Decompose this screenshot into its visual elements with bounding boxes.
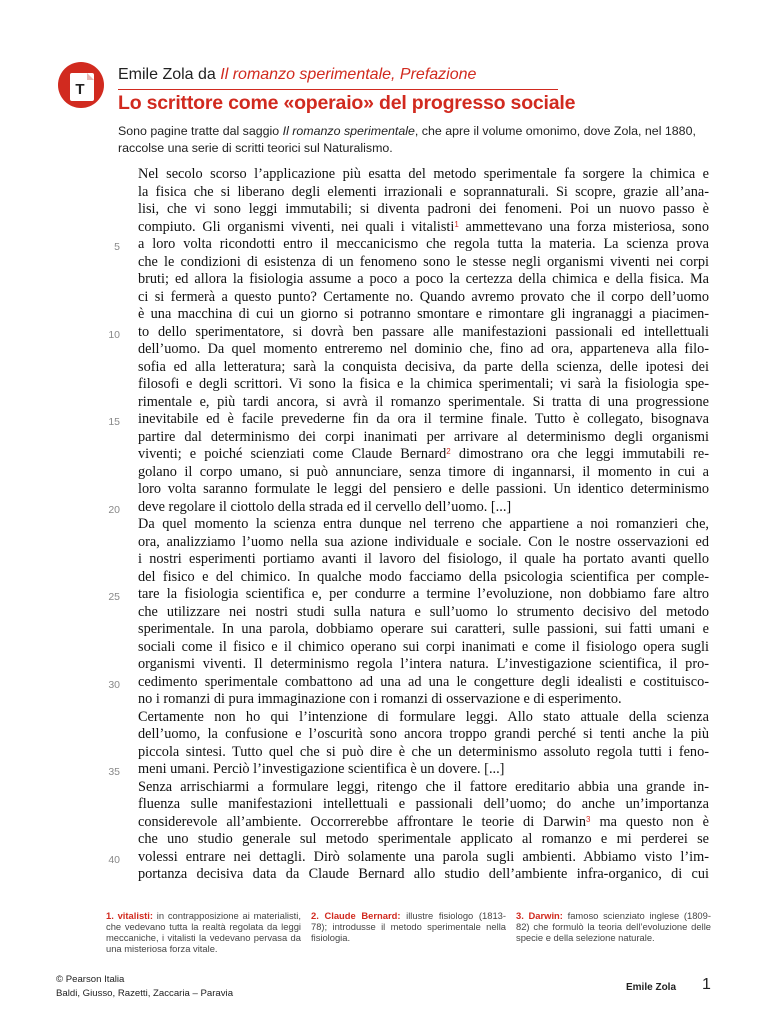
text-line: loro volta saranno formulate le leggi del pensiero e delle passioni. Un identico determinismo bbox=[138, 481, 709, 497]
text-line: organismi viventi. Il determinismo regola l’intera natura. L’investigazione scientifica, il pro- bbox=[138, 656, 709, 672]
badge-letter: T bbox=[75, 81, 85, 98]
text-line: partire dal determinismo dei corpi inanimati per arrivare al determinismo degli organismi bbox=[138, 428, 709, 445]
text-line: Certamente non ho qui l’intenzione di formulare leggi. Allo stato attuale della scienza bbox=[138, 708, 709, 725]
line-number-10: 10 bbox=[108, 329, 120, 341]
text-line: deve regolare il ciottolo della strada ed il cervello dell’uomo. [...] bbox=[138, 498, 512, 515]
page-title: Lo scrittore come «operaio» del progresso sociale bbox=[118, 92, 576, 114]
text-line: compiuto. Gli organismi viventi, nei quali i vitalisti$^1$ ammettevano una forza misteriosa, sono bbox=[138, 218, 709, 235]
line-number-30: 30 bbox=[108, 679, 120, 691]
text-line: no i romanzi di pura immaginazione con i romanzi di osservazione e di esperimento. bbox=[138, 691, 622, 707]
text-badge-icon bbox=[56, 60, 106, 110]
text-line: fluenza sulle manifestazioni intellettuali e passionali dell’uomo; do anche un’importanza bbox=[138, 796, 709, 812]
text-line: portanza decisiva data da Claude Bernard allo studio dell’ambiente infra-organico, di cui bbox=[138, 866, 709, 882]
page-number: 1 bbox=[702, 976, 711, 993]
footnote-marker-3: 3 bbox=[586, 814, 591, 824]
text-line: dell’uomo. Da quel momento entreremo nel dominio che, fino ad ora, apparteneva alla filo- bbox=[138, 341, 709, 357]
text-line: dell’uomo, la confusione e l’oscurità sono ancora troppo grandi perché si tenti anche la più bbox=[138, 726, 709, 742]
text-line: ci si fermerà a questo punto? Certamente no. Quando avremo provato che il corpo dell’uomo bbox=[138, 288, 709, 305]
text-line: sociali come il fisico e il chimico operano sui corpi inanimati e come il fisiologo opera sugli bbox=[138, 638, 709, 655]
work-title: Il romanzo sperimentale, Prefazione bbox=[220, 66, 477, 83]
text-line: bruti; ed allora la fisiologia assume a poco a poco la certezza della chimica e della fisica. Ma bbox=[138, 271, 709, 287]
footnote-marker-2: 2 bbox=[446, 447, 451, 456]
text-line: sperimentale. In una parola, dobbiamo operare sui caratteri, sulle passioni, sui fatti umani e bbox=[138, 621, 709, 637]
line-number-20: 20 bbox=[108, 504, 120, 516]
text-line: volessi entrare nei dettagli. Dirò solamente una parola sugli ambienti. Abbiamo visto l’im- bbox=[138, 848, 709, 865]
main-text bbox=[138, 166, 709, 884]
text-line: piccola sintesi. Tutto quel che si può dire è che un determinismo assoluto regola tutti i feno- bbox=[138, 743, 709, 760]
footnote-1: 1. vitalisti: in contrapposizione ai materialisti, che vedevano tutta la realtà regolata da leggi meccaniche, i vitalisti la vedevano pervasa da una misteriosa forza vitale. bbox=[106, 910, 301, 954]
line-number-40: 40 bbox=[108, 854, 120, 866]
authors-text: Baldi, Giusso, Razetti, Zaccaria – Paravia bbox=[56, 988, 234, 999]
text-line: è una macchina di cui un giorno si potranno smontare e rimontare gli ingranaggi a piacimen- bbox=[138, 306, 709, 322]
text-line: che utilizzare nei nostri studi sulla natura e sull’uomo lo strumento decisivo del metodo bbox=[138, 603, 709, 620]
text-line: considerevole all’ambiente. Occorrerebbe affrontare le teorie di Darwin$^3$ ma questo non è bbox=[138, 813, 709, 830]
text-line: to dello sperimentatore, si dovrà ben passare alle manifestazioni passionali ed intellettuali bbox=[138, 323, 709, 340]
author-line bbox=[118, 66, 476, 84]
footnote-label: 3. Darwin: bbox=[516, 910, 563, 921]
text-line: tare la fisiologia scientifica e, per condurre a termine l’evoluzione, non dobbiamo fare altro bbox=[138, 586, 709, 602]
line-number-15: 15 bbox=[108, 416, 120, 428]
author-connector: da bbox=[198, 66, 216, 83]
footnote-marker-1: 1 bbox=[454, 219, 459, 229]
line-number-5: 5 bbox=[114, 241, 120, 253]
text-line: che le condizioni di esistenza di un fenomeno sono le stesse negli organismi viventi nei corpi bbox=[138, 253, 709, 270]
running-head: Emile Zola bbox=[626, 982, 677, 993]
text-line: che uno studio generale sul metodo sperimentale applicato al romanzo e mi perderei se bbox=[138, 831, 709, 847]
text-line: rimentale e, più tardi ancora, si avrà il romanzo sperimentale. Si tratta di una progressione bbox=[138, 393, 709, 410]
copyright-block bbox=[56, 973, 233, 1001]
author-name: Emile Zola bbox=[118, 66, 194, 83]
text-line: lisi, che vi sono leggi immutabili; si diventa padroni dei fenomeni. Poi un nuovo passo è bbox=[138, 201, 709, 217]
copyright-text: © Pearson Italia bbox=[56, 974, 125, 985]
intro-work-title: Il romanzo sperimentale bbox=[282, 124, 415, 138]
footnote-2: 2. Claude Bernard: illustre fisiologo (1813-78); introdusse il metodo sperimentale nella fisiologia. bbox=[311, 910, 506, 943]
footnote-label: 2. Claude Bernard: bbox=[311, 910, 401, 921]
line-number-35: 35 bbox=[108, 766, 120, 778]
text-line: cedimento sperimentale combattono ad una ad una le congetture degli idealisti e costituisco- bbox=[138, 673, 709, 690]
intro-text: Sono pagine tratte dal saggio Il romanzo sperimentale, che apre il volume omonimo, dove Zola, nel 1880, raccolse una serie di scritti teorici sul Naturalismo. bbox=[118, 124, 696, 155]
line-number-25: 25 bbox=[108, 591, 120, 603]
text-line: meni umani. Perciò l’investigazione scientifica è un dovere. [...] bbox=[138, 761, 505, 777]
text-line: la fisica che si liberano degli elementi irrazionali e soprannaturali. Si scopre, grazie all’ana- bbox=[138, 183, 709, 200]
text-line: sofia ed alla letteratura; sarà la conquista decisiva, da parte della scienza, delle ipotesi dei bbox=[138, 358, 709, 375]
text-line: a loro volta ricondotti entro il meccanicismo che regola tutta la materia. La scienza prova bbox=[138, 236, 709, 252]
text-line: del fisico e del chimico. In qualche modo facciamo della psicologia scientifica per comple- bbox=[138, 568, 709, 585]
footnote-3: 3. Darwin: famoso scienziato inglese (1809-82) che formulò la teoria dell’evoluzione delle specie e della selezione naturale. bbox=[516, 910, 711, 943]
footnotes bbox=[106, 910, 711, 954]
text-line: Nel secolo scorso l’applicazione più esatta del metodo sperimentale fa sorgere la chimica e bbox=[138, 166, 709, 182]
footnote-label: 1. vitalisti: bbox=[106, 910, 154, 921]
text-line: golano il corpo umano, si può annunciare, senza timore di ingannarsi, il momento in cui a bbox=[138, 463, 709, 480]
text-line: viventi; e poiché scienziati come Claude Bernard$^2$ dimostrano ora che leggi immutabili re- bbox=[138, 446, 709, 462]
text-line: inevitabile ed è facile prevederne fin da ora il termine finale. Tutto è collegato, bisognava bbox=[138, 411, 709, 427]
text-line: filosofi e degli scrittori. Vi sono la fisica e la chimica sperimentali; vi sarà la fisiologia spe- bbox=[138, 376, 709, 392]
header-rule bbox=[118, 89, 558, 90]
text-line: ora, analizziamo l’uomo nella sua azione individuale e sociale. Con le nostre osservazioni ed bbox=[138, 533, 709, 550]
text-line: i nostri esperimenti portiamo avanti il lavoro del fisiologo, il quale ha portato avanti quello bbox=[138, 551, 709, 567]
text-line: Senza arrischiarmi a formulare leggi, ritengo che il fattore ereditario abbia una grande in- bbox=[138, 778, 709, 795]
text-line: Da quel momento la scienza entra dunque nel terreno che appartiene a noi romanzieri che, bbox=[138, 516, 709, 532]
